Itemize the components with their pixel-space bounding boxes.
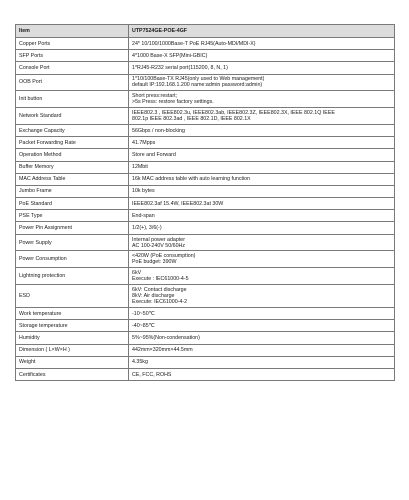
- spec-value: 5%~95%(Non-condensation): [129, 332, 395, 344]
- spec-value: Store and Forward: [129, 149, 395, 161]
- table-row: [16, 344, 395, 356]
- spec-label: Dimension ( L×W×H ): [16, 344, 129, 356]
- spec-label: Humidity: [16, 332, 129, 344]
- spec-value: 6kV: Contact discharge 8kV: Air discharge Execute: IEC61000-4-2: [129, 285, 395, 308]
- table-row: [16, 149, 395, 161]
- table-header-row: [16, 25, 395, 38]
- spec-label: Network Standard: [16, 108, 129, 125]
- spec-label: Console Port: [16, 62, 129, 74]
- spec-label: MAC Address Table: [16, 173, 129, 185]
- spec-value: 41.7Mpps: [129, 137, 395, 149]
- header-model-name: UTP7524GE-POE-4GF: [129, 25, 395, 38]
- table-row: [16, 368, 395, 380]
- spec-value: 4.35kg: [129, 356, 395, 368]
- spec-value: IEEE802.3af 15.4W, IEEE802.3at 30W: [129, 198, 395, 210]
- spec-label: SFP Ports: [16, 50, 129, 62]
- spec-label: Jumbo Frame: [16, 185, 129, 197]
- spec-label: Power Pin Assignment: [16, 222, 129, 234]
- table-row: [16, 161, 395, 173]
- spec-label: Work temperature: [16, 308, 129, 320]
- spec-label: Power Supply: [16, 234, 129, 251]
- header-item-label: Item: [16, 25, 129, 38]
- table-row: [16, 62, 395, 74]
- table-row: [16, 251, 395, 268]
- spec-label: Exchange Capacity: [16, 124, 129, 136]
- spec-value: End-span: [129, 210, 395, 222]
- spec-label: Init button: [16, 91, 129, 108]
- spec-label: Copper Ports: [16, 38, 129, 50]
- spec-value: 1/2(+), 3/6(-): [129, 222, 395, 234]
- table-row: [16, 38, 395, 50]
- table-row: [16, 320, 395, 332]
- spec-label: OOB Port: [16, 74, 129, 91]
- table-row: [16, 185, 395, 197]
- table-row: [16, 137, 395, 149]
- table-row: [16, 308, 395, 320]
- spec-label: Buffer Memory: [16, 161, 129, 173]
- table-row: [16, 222, 395, 234]
- table-row: [16, 332, 395, 344]
- spec-label: Packet Forwarding Rate: [16, 137, 129, 149]
- table-row: [16, 74, 395, 91]
- spec-label: PoE Standard: [16, 198, 129, 210]
- spec-label: Weight: [16, 356, 129, 368]
- spec-label: Certificates: [16, 368, 129, 380]
- spec-value: 1*10/100Base-TX RJ45(only used to Web management) default IP:192.168.1.200 name:admin password:admin): [129, 74, 395, 91]
- spec-label: Lightning protection: [16, 268, 129, 285]
- spec-value: Internal power adapter AC 100-240V 50/60Hz: [129, 234, 395, 251]
- table-row: [16, 198, 395, 210]
- table-row: [16, 268, 395, 285]
- spec-value: 6kV Execute : IEC61000-4-5: [129, 268, 395, 285]
- table-row: [16, 124, 395, 136]
- spec-label: Storage temperature: [16, 320, 129, 332]
- spec-value: Short press:restart; >5s Press: restore factory settings.: [129, 91, 395, 108]
- spec-value: 1*RJ45-R232 serial port(115200, 8, N, 1): [129, 62, 395, 74]
- table-row: [16, 108, 395, 125]
- spec-label: ESD: [16, 285, 129, 308]
- table-row: [16, 285, 395, 308]
- table-row: [16, 234, 395, 251]
- spec-value: 56Gbps / non-blocking: [129, 124, 395, 136]
- spec-value: 4*1000 Base-X SFP(Mini-GBIC): [129, 50, 395, 62]
- spec-label: PSE Type: [16, 210, 129, 222]
- table-row: [16, 91, 395, 108]
- spec-value: 10k bytes: [129, 185, 395, 197]
- table-row: [16, 50, 395, 62]
- table-row: [16, 210, 395, 222]
- spec-label: Operation Method: [16, 149, 129, 161]
- spec-value: -40~85℃: [129, 320, 395, 332]
- spec-sheet: [15, 24, 394, 381]
- spec-value: -10~50℃: [129, 308, 395, 320]
- table-row: [16, 173, 395, 185]
- spec-table-body: [16, 25, 395, 381]
- spec-value: IEEE802.3 , IEEE802.3u, IEEE802.3ab, IEEE802.3Z, IEEE802.3X, IEEE 802.1Q IEEE 802.1p IEEE 802.3ad , IEEE 802.1D, IEEE 802.1X: [129, 108, 395, 125]
- spec-value: 12Mbit: [129, 161, 395, 173]
- spec-value: CE, FCC, ROHS: [129, 368, 395, 380]
- spec-table: [15, 24, 395, 381]
- spec-label: Power Consumption: [16, 251, 129, 268]
- spec-value: 442mm×320mm×44.5mm: [129, 344, 395, 356]
- spec-value: <420W (PoE consumption) PoE budget: 390W: [129, 251, 395, 268]
- spec-value: 24* 10/100/1000Base-T PoE RJ45(Auto-MDI/MDI-X): [129, 38, 395, 50]
- spec-value: 16k MAC address table with auto learning function: [129, 173, 395, 185]
- table-row: [16, 356, 395, 368]
